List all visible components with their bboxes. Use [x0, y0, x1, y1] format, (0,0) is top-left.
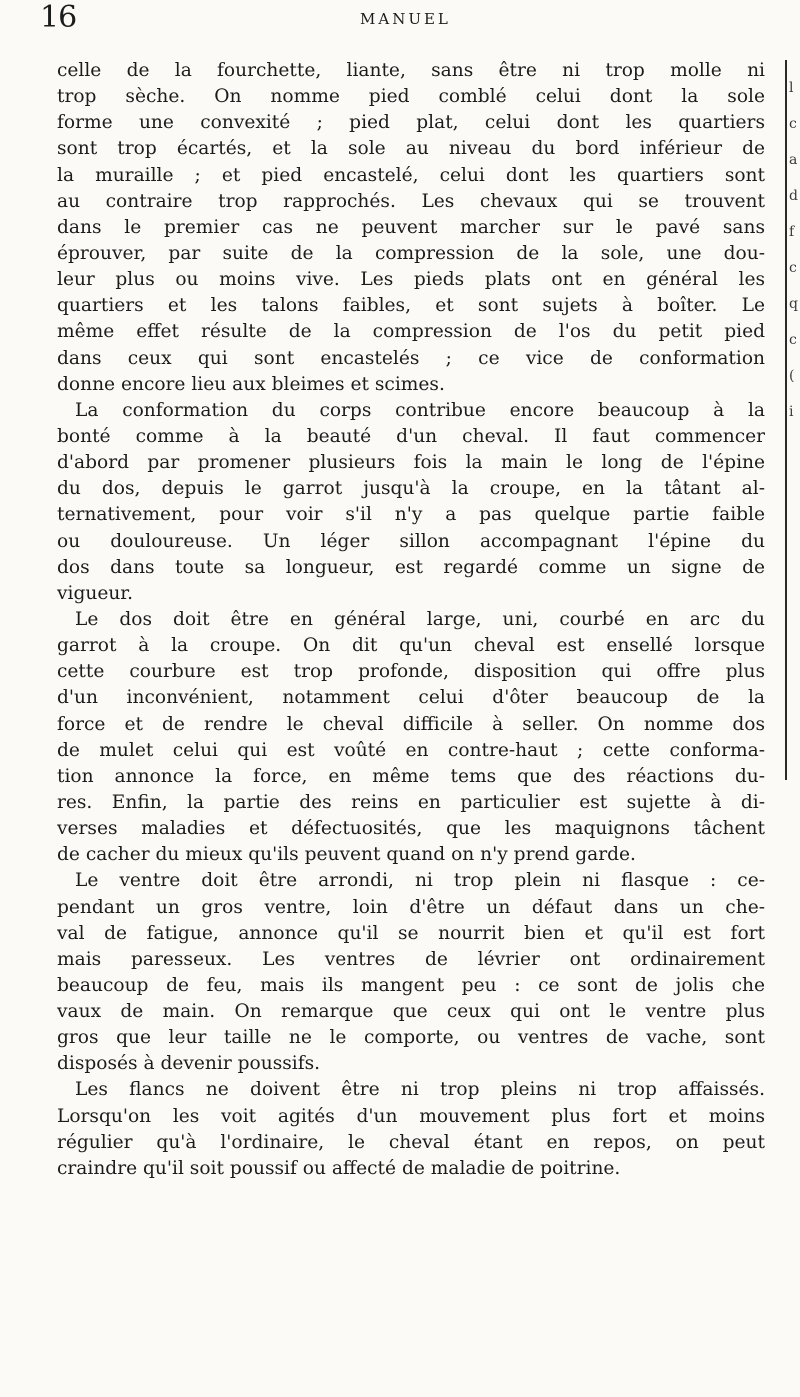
text-line: craindre qu'il soit poussif ou affecté de maladie de poitrine.	[57, 1157, 621, 1179]
text-line: même effet résulte de la compression de l'os du petit pied	[57, 321, 765, 343]
text-line: mais paresseux. Les ventres de lévrier ont ordinairement	[57, 948, 765, 970]
text-line: bonté comme à la beauté d'un cheval. Il faut commencer	[57, 425, 765, 447]
text-line: disposés à devenir poussifs.	[57, 1053, 321, 1075]
text-line: tion annonce la force, en même tems que des réactions du-	[57, 765, 765, 787]
text-line: donne encore lieu aux bleimes et scimes.	[57, 373, 445, 395]
text-line: verses maladies et défectuosités, que les maquignons tâchent	[57, 818, 765, 840]
margin-fragment: f	[789, 224, 795, 240]
facing-page-edge	[785, 60, 800, 780]
text-line: Le dos doit être en général large, uni, courbé en arc du	[75, 608, 765, 630]
text-line: de mulet celui qui est voûté en contre-haut ; cette conforma-	[57, 739, 765, 761]
text-line: beaucoup de feu, mais ils mangent peu : ce sont de jolis che	[57, 974, 765, 996]
text-line: vigueur.	[57, 582, 134, 604]
text-line: sont trop écartés, et la sole au niveau du bord inférieur de	[57, 138, 765, 160]
text-line: éprouver, par suite de la compression de la sole, une dou-	[57, 242, 765, 264]
running-title: MANUEL	[360, 10, 451, 28]
margin-fragment: c	[789, 260, 797, 276]
text-line: res. Enfin, la partie des reins en particulier est sujette à di-	[57, 791, 765, 813]
text-line: force et de rendre le cheval difficile à seller. On nomme dos	[57, 713, 765, 735]
margin-fragment: a	[789, 152, 798, 168]
margin-fragment: d	[789, 188, 798, 204]
page-number: 16	[40, 0, 77, 35]
text-line: pendant un gros ventre, loin d'être un défaut dans un che-	[57, 896, 765, 918]
text-line: leur plus ou moins vive. Les pieds plats ont en général les	[57, 269, 765, 291]
margin-fragment: q	[789, 296, 798, 312]
text-line: garrot à la croupe. On dit qu'un cheval est ensellé lorsque	[57, 635, 765, 657]
text-line: val de fatigue, annonce qu'il se nourrit bien et qu'il est fort	[57, 922, 765, 944]
text-line: ou douloureuse. Un léger sillon accompagnant l'épine du	[57, 530, 765, 552]
text-line: trop sèche. On nomme pied comblé celui dont la sole	[57, 86, 765, 108]
text-line: quartiers et les talons faibles, et sont sujets à boîter. Le	[57, 295, 765, 317]
text-line: Lorsqu'on les voit agités d'un mouvement plus fort et moins	[57, 1105, 765, 1127]
body-text	[57, 58, 765, 1182]
text-line: dos dans toute sa longueur, est regardé comme un signe de	[57, 556, 765, 578]
text-line: d'abord par promener plusieurs fois la main le long de l'épine	[57, 452, 765, 474]
text-line: Le ventre doit être arrondi, ni trop plein ni flasque : ce-	[75, 870, 765, 892]
text-line: gros que leur taille ne le comporte, ou ventres de vache, sont	[57, 1027, 765, 1049]
text-line: ternativement, pour voir s'il n'y a pas quelque partie faible	[57, 504, 765, 526]
text-line: de cacher du mieux qu'ils peuvent quand on n'y prend garde.	[57, 844, 636, 866]
text-line: régulier qu'à l'ordinaire, le cheval étant en repos, on peut	[57, 1131, 765, 1153]
text-line: d'un inconvénient, notamment celui d'ôter beaucoup de la	[57, 687, 765, 709]
margin-fragment: l	[789, 80, 794, 96]
text-line: la muraille ; et pied encastelé, celui dont les quartiers sont	[57, 164, 765, 186]
text-line: du dos, depuis le garrot jusqu'à la croupe, en la tâtant al-	[57, 478, 765, 500]
text-line: cette courbure est trop profonde, disposition qui offre plus	[57, 661, 765, 683]
margin-fragment: (	[789, 368, 795, 384]
margin-fragment: i	[789, 404, 794, 420]
margin-fragment: c	[789, 332, 797, 348]
text-line: au contraire trop rapprochés. Les chevaux qui se trouvent	[57, 190, 765, 212]
text-line: celle de la fourchette, liante, sans être ni trop molle ni	[57, 60, 765, 81]
text-line: vaux de main. On remarque que ceux qui ont le ventre plus	[57, 1001, 765, 1023]
margin-fragment: c	[789, 116, 797, 132]
text-line: forme une convexité ; pied plat, celui dont les quartiers	[57, 112, 765, 134]
text-line: Les flancs ne doivent être ni trop pleins ni trop affaissés.	[75, 1079, 765, 1101]
text-line: dans le premier cas ne peuvent marcher sur le pavé sans	[57, 216, 765, 238]
text-line: dans ceux qui sont encastelés ; ce vice de conformation	[57, 347, 765, 369]
text-line: La conformation du corps contribue encore beaucoup à la	[75, 399, 765, 421]
